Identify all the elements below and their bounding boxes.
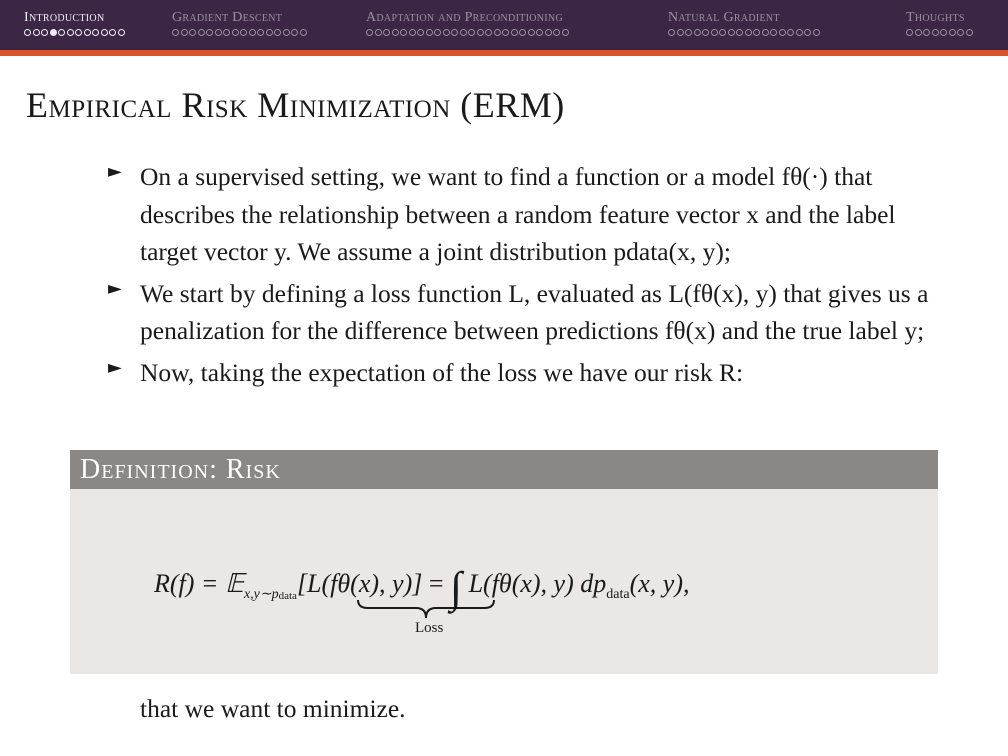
nav-dot[interactable]: [172, 29, 179, 36]
nav-dot[interactable]: [804, 29, 811, 36]
eq-right-sub: data: [606, 587, 630, 602]
nav-dot[interactable]: [966, 29, 973, 36]
nav-dot[interactable]: [409, 29, 416, 36]
nav-progress-dots: [24, 29, 125, 36]
nav-dot[interactable]: [50, 29, 57, 36]
nav-dot[interactable]: [779, 29, 786, 36]
nav-dot[interactable]: [494, 29, 501, 36]
nav-dot[interactable]: [266, 29, 273, 36]
definition-header: Definition: Risk: [70, 450, 938, 489]
definition-box: [70, 450, 938, 674]
nav-dot[interactable]: [477, 29, 484, 36]
closing-text: that we want to minimize.: [140, 694, 406, 723]
nav-dot[interactable]: [502, 29, 509, 36]
bullet-text: On a supervised setting, we want to find a function or a model fθ(·) that describes the relationship between a random feature vector x and the label target vector y. We assume a joint distribution pdata(x, y);: [140, 162, 896, 266]
slide-title: Empirical Risk Minimization (ERM): [26, 85, 565, 125]
nav-dot[interactable]: [434, 29, 441, 36]
nav-section-natural-gradient[interactable]: [668, 10, 820, 36]
nav-dot[interactable]: [694, 29, 701, 36]
nav-progress-dots: [906, 29, 973, 36]
eq-equals: =: [428, 569, 444, 598]
navbar-accent-stripe: [0, 50, 1008, 56]
nav-dot[interactable]: [796, 29, 803, 36]
nav-dot[interactable]: [906, 29, 913, 36]
nav-dot[interactable]: [109, 29, 116, 36]
nav-dot[interactable]: [485, 29, 492, 36]
nav-dot[interactable]: [92, 29, 99, 36]
bullet-item: [108, 275, 948, 350]
eq-subsub: data: [278, 590, 297, 602]
nav-progress-dots: [366, 29, 569, 36]
integral-symbol: ∫: [450, 563, 463, 612]
nav-dot[interactable]: [443, 29, 450, 36]
nav-section-title: Adaptation and Preconditioning: [366, 10, 563, 25]
nav-dot[interactable]: [753, 29, 760, 36]
nav-dot[interactable]: [257, 29, 264, 36]
bullet-marker-icon: ►: [108, 277, 122, 299]
nav-dot[interactable]: [957, 29, 964, 36]
nav-dot[interactable]: [58, 29, 65, 36]
nav-dot[interactable]: [240, 29, 247, 36]
nav-dot[interactable]: [181, 29, 188, 36]
eq-bracket: [L(fθ(x), y)]: [296, 569, 423, 598]
nav-dot[interactable]: [118, 29, 125, 36]
nav-section-title: Gradient Descent: [172, 10, 283, 25]
nav-dot[interactable]: [915, 29, 922, 36]
nav-progress-dots: [172, 29, 307, 36]
nav-dot[interactable]: [932, 29, 939, 36]
bullet-list: [108, 158, 948, 395]
nav-dot[interactable]: [528, 29, 535, 36]
nav-dot[interactable]: [736, 29, 743, 36]
nav-dot[interactable]: [101, 29, 108, 36]
nav-dot[interactable]: [668, 29, 675, 36]
nav-dot[interactable]: [33, 29, 40, 36]
nav-dot[interactable]: [400, 29, 407, 36]
nav-dot[interactable]: [24, 29, 31, 36]
nav-dot[interactable]: [949, 29, 956, 36]
nav-dot[interactable]: [366, 29, 373, 36]
nav-dot[interactable]: [745, 29, 752, 36]
nav-dot[interactable]: [702, 29, 709, 36]
nav-dot[interactable]: [677, 29, 684, 36]
bullet-marker-icon: ►: [108, 356, 122, 378]
nav-dot[interactable]: [223, 29, 230, 36]
nav-dot[interactable]: [762, 29, 769, 36]
nav-dot[interactable]: [215, 29, 222, 36]
nav-dot[interactable]: [417, 29, 424, 36]
nav-dot[interactable]: [460, 29, 467, 36]
brace-label: Loss: [415, 620, 444, 636]
nav-dot[interactable]: [249, 29, 256, 36]
nav-dot[interactable]: [451, 29, 458, 36]
bullet-item: [108, 354, 948, 392]
nav-dot[interactable]: [536, 29, 543, 36]
nav-section-title: Thoughts: [906, 10, 965, 25]
nav-section-title: Introduction: [24, 10, 105, 25]
nav-dot[interactable]: [940, 29, 947, 36]
nav-dot[interactable]: [67, 29, 74, 36]
nav-dot[interactable]: [291, 29, 298, 36]
nav-section-introduction[interactable]: [24, 10, 125, 36]
nav-dot[interactable]: [232, 29, 239, 36]
nav-dot[interactable]: [511, 29, 518, 36]
eq-right: L(fθ(x), y) dp: [468, 569, 607, 598]
nav-dot[interactable]: [392, 29, 399, 36]
nav-dot[interactable]: [375, 29, 382, 36]
nav-dot[interactable]: [468, 29, 475, 36]
eq-right-tail: (x, y),: [629, 569, 690, 598]
nav-section-thoughts[interactable]: [906, 10, 973, 36]
nav-dot[interactable]: [274, 29, 281, 36]
nav-dot[interactable]: [719, 29, 726, 36]
navigation-bar: [0, 0, 1008, 50]
nav-dot[interactable]: [562, 29, 569, 36]
nav-dot[interactable]: [553, 29, 560, 36]
nav-dot[interactable]: [300, 29, 307, 36]
nav-dot[interactable]: [41, 29, 48, 36]
underbrace-icon: [356, 598, 496, 620]
bullet-text: Now, taking the expectation of the loss we have our risk R:: [140, 357, 744, 387]
nav-dot[interactable]: [545, 29, 552, 36]
eq-left: R(f) = 𝔼: [154, 569, 244, 598]
nav-dot[interactable]: [711, 29, 718, 36]
nav-dot[interactable]: [189, 29, 196, 36]
nav-section-adaptation[interactable]: [366, 10, 569, 36]
nav-dot[interactable]: [198, 29, 205, 36]
bullet-text: We start by defining a loss function L, evaluated as L(fθ(x), y) that gives us a penalization for the difference between predictions fθ(x) and the true label y;: [140, 278, 929, 345]
nav-dot[interactable]: [813, 29, 820, 36]
bullet-marker-icon: ►: [108, 161, 122, 182]
nav-dot[interactable]: [383, 29, 390, 36]
nav-dot[interactable]: [75, 29, 82, 36]
nav-section-title: Natural Gradient: [668, 10, 780, 25]
eq-sub: x,y∼p: [243, 587, 279, 602]
nav-dot[interactable]: [685, 29, 692, 36]
nav-dot[interactable]: [84, 29, 91, 36]
bullet-item: [108, 158, 948, 271]
nav-dot[interactable]: [426, 29, 433, 36]
nav-dot[interactable]: [770, 29, 777, 36]
nav-progress-dots: [668, 29, 820, 36]
nav-dot[interactable]: [728, 29, 735, 36]
nav-dot[interactable]: [206, 29, 213, 36]
nav-dot[interactable]: [787, 29, 794, 36]
nav-section-gradient-descent[interactable]: [172, 10, 307, 36]
nav-dot[interactable]: [519, 29, 526, 36]
nav-dot[interactable]: [283, 29, 290, 36]
nav-dot[interactable]: [923, 29, 930, 36]
